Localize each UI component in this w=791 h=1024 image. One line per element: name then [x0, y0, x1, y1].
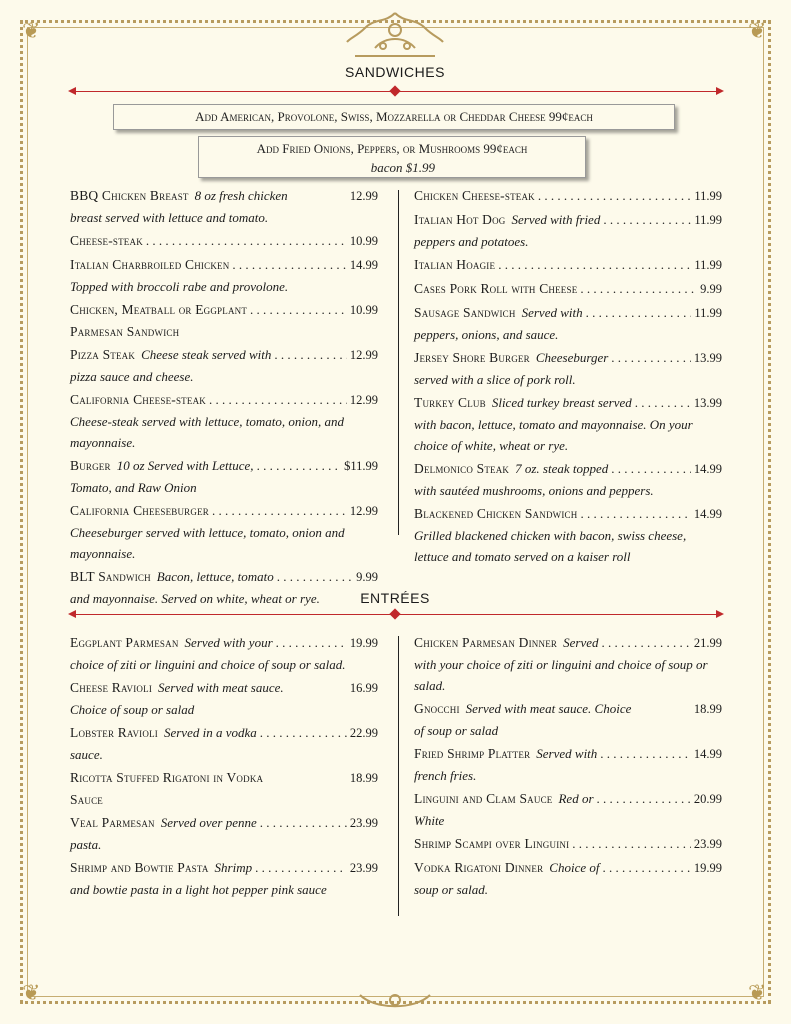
dot-leader [597, 788, 691, 809]
dot-leader [212, 500, 347, 521]
menu-item [414, 788, 722, 831]
dot-leader [277, 566, 353, 587]
menu-item-row [414, 185, 722, 207]
menu-item-description: of soup or salad [414, 723, 499, 738]
menu-item-row [414, 209, 722, 231]
menu-item-description: breast served with lettuce and tomato. [70, 210, 269, 225]
dot-leader [602, 857, 690, 878]
menu-item [414, 278, 722, 300]
menu-item-inline-desc: 7 oz. steak topped [515, 461, 609, 476]
menu-item [414, 302, 722, 345]
menu-item-name: Ricotta Stuffed Rigatoni in Vodka [70, 770, 264, 785]
menu-item-description: pizza sauce and cheese. [70, 369, 194, 384]
bottom-ornament-icon [355, 985, 435, 1015]
menu-item-price: 14.99 [693, 747, 722, 761]
menu-item [414, 254, 722, 276]
section-title-entrees: ENTRÉES [360, 590, 430, 606]
menu-item-inline-desc: Served with fried [511, 212, 601, 227]
menu-item-price: 20.99 [693, 792, 722, 806]
menu-item-name-continued: Parmesan Sandwich [70, 324, 180, 339]
menu-item-name: Turkey Club [414, 395, 486, 410]
menu-item-price: 12.99 [349, 393, 378, 407]
menu-item-name: Jersey Shore Burger [414, 350, 530, 365]
menu-item [414, 632, 722, 696]
top-ornament-icon [345, 8, 445, 63]
arrow-left-icon [68, 87, 76, 95]
menu-item-price: 10.99 [349, 303, 378, 317]
dot-leader [232, 254, 346, 275]
corner-flourish-icon: ❦ [22, 980, 41, 1005]
menu-item-inline-desc: Choice of [549, 860, 600, 875]
menu-item-price: 18.99 [693, 702, 722, 716]
menu-item [70, 566, 378, 609]
menu-item [70, 767, 378, 810]
menu-item [414, 698, 722, 741]
menu-item-name: Vodka Rigatoni Dinner [414, 860, 544, 875]
menu-item-name: Eggplant Parmesan [70, 635, 179, 650]
menu-item-name: Italian Charbroiled Chicken [70, 257, 230, 272]
dot-leader [255, 857, 347, 878]
arrow-right-icon [716, 610, 724, 618]
menu-item-price: 19.99 [349, 636, 378, 650]
menu-item-row [414, 254, 722, 276]
menu-item-row [414, 458, 722, 480]
menu-item-row [70, 767, 378, 789]
menu-item-inline-desc: Cheeseburger [535, 350, 609, 365]
menu-item-inline-desc: Served with meat sauce. Choice [465, 701, 632, 716]
menu-item-price: 13.99 [693, 396, 722, 410]
menu-item-name: Italian Hot Dog [414, 212, 506, 227]
menu-item-name: Burger [70, 458, 111, 473]
menu-item-row [70, 185, 378, 207]
menu-item-price: 18.99 [349, 771, 378, 785]
dot-leader [260, 722, 347, 743]
menu-item-price: 9.99 [356, 570, 378, 584]
menu-item-name: Shrimp and Bowtie Pasta [70, 860, 209, 875]
dot-leader [586, 302, 692, 323]
menu-item-inline-desc: Sliced turkey breast served [491, 395, 632, 410]
menu-item-description: soup or salad. [414, 882, 489, 897]
menu-item-inline-desc: Served in a vodka [163, 725, 257, 740]
menu-item-price: 12.99 [349, 189, 378, 203]
menu-item-row [414, 302, 722, 324]
menu-item-row [70, 299, 378, 321]
menu-item [70, 185, 378, 228]
toppings-addon-text: Add Fried Onions, Peppers, or Mushrooms 99¢each [256, 141, 528, 156]
dot-leader [580, 278, 697, 299]
menu-item-inline-desc: Red or [558, 791, 594, 806]
dot-leader [580, 503, 690, 524]
menu-item-price: 14.99 [349, 258, 378, 272]
menu-item-name: Chicken, Meatball or Eggplant [70, 302, 248, 317]
sandwiches-left-column [70, 185, 378, 611]
menu-item-row [70, 254, 378, 276]
cheese-addon-box [113, 104, 675, 130]
section-title-sandwiches: SANDWICHES [345, 64, 445, 80]
menu-item [70, 677, 378, 720]
menu-item-row [70, 344, 378, 366]
menu-item-name: Chicken Parmesan Dinner [414, 635, 558, 650]
menu-item-row [70, 722, 378, 744]
menu-item-row [414, 392, 722, 414]
menu-item-name: California Cheese-steak [70, 392, 206, 407]
dot-leader [250, 299, 347, 320]
dot-leader [498, 254, 691, 275]
menu-item-price: $11.99 [344, 459, 378, 473]
menu-item-price: 11.99 [694, 306, 722, 320]
menu-item [414, 347, 722, 390]
menu-item-name: Cheese-steak [70, 233, 143, 248]
menu-item-name: Cases Pork Roll with Cheese [414, 281, 578, 296]
menu-item [70, 500, 378, 564]
menu-item-inline-desc: Cheese steak served with [141, 347, 272, 362]
menu-item-row [414, 857, 722, 879]
dot-leader [600, 743, 691, 764]
menu-item-inline-desc: Served with meat sauce. [158, 680, 284, 695]
menu-item-inline-desc: Served over penne [160, 815, 257, 830]
corner-flourish-icon: ❦ [22, 18, 41, 43]
menu-item [414, 833, 722, 855]
menu-item-price: 21.99 [693, 636, 722, 650]
menu-item-description: with your choice of ziti or linguini and choice of soup or salad. [414, 657, 708, 693]
menu-item [414, 503, 722, 567]
menu-item-price: 19.99 [693, 861, 722, 875]
menu-item-price: 23.99 [693, 837, 722, 851]
menu-item [70, 722, 378, 765]
menu-item-inline-desc: Served with [536, 746, 598, 761]
menu-item [414, 857, 722, 900]
menu-item-description: french fries. [414, 768, 477, 783]
menu-item-inline-desc: Bacon, lettuce, tomato [156, 569, 274, 584]
menu-item-description: choice of ziti or linguini and choice of soup or salad. [70, 657, 346, 672]
menu-item-row [70, 812, 378, 834]
menu-item-row [70, 230, 378, 252]
menu-item-name: Lobster Ravioli [70, 725, 158, 740]
menu-item-description: with bacon, lettuce, tomato and mayonnaise. On your choice of white, wheat or rye. [414, 417, 693, 453]
menu-item-price: 11.99 [694, 189, 722, 203]
menu-item [70, 632, 378, 675]
dot-leader [257, 455, 342, 476]
menu-item-row [414, 743, 722, 765]
menu-item-name: Chicken Cheese-steak [414, 188, 535, 203]
menu-item [70, 230, 378, 252]
menu-item-description: Grilled blackened chicken with bacon, swiss cheese, lettuce and tomato served on a kaiser roll [414, 528, 687, 564]
menu-item-row [414, 632, 722, 654]
bacon-addon-text: bacon $1.99 [370, 160, 435, 175]
menu-item [414, 209, 722, 252]
column-divider [398, 190, 399, 535]
menu-item-description: Cheese-steak served with lettuce, tomato, onion, and mayonnaise. [70, 414, 345, 450]
menu-item-row [414, 503, 722, 525]
menu-item-price: 16.99 [349, 681, 378, 695]
menu-item-name: Gnocchi [414, 701, 460, 716]
menu-item-description: sauce. [70, 747, 103, 762]
entrees-right-column [414, 632, 722, 902]
menu-item-row [70, 857, 378, 879]
dot-leader [274, 344, 346, 365]
menu-item [414, 458, 722, 501]
corner-flourish-icon: ❦ [748, 18, 767, 43]
menu-item-name: Shrimp Scampi over Linguini [414, 836, 570, 851]
dot-leader [602, 632, 691, 653]
menu-item-inline-desc: Served with your [184, 635, 273, 650]
menu-item-description: served with a slice of pork roll. [414, 372, 576, 387]
menu-item-row [70, 389, 378, 411]
dot-leader [260, 812, 347, 833]
dot-leader [603, 209, 691, 230]
menu-item-description: and bowtie pasta in a light hot pepper pink sauce [70, 882, 327, 897]
dot-leader [611, 347, 691, 368]
sandwiches-right-column [414, 185, 722, 569]
corner-flourish-icon: ❦ [748, 980, 767, 1005]
menu-item-price: 14.99 [693, 462, 722, 476]
menu-item-row [414, 347, 722, 369]
menu-item [414, 743, 722, 786]
menu-item-price: 12.99 [349, 504, 378, 518]
menu-item [70, 389, 378, 453]
menu-item-price: 14.99 [693, 507, 722, 521]
menu-item-price: 11.99 [694, 258, 722, 272]
menu-item [70, 254, 378, 297]
menu-item-price: 12.99 [349, 348, 378, 362]
column-divider [398, 636, 399, 916]
menu-item [70, 812, 378, 855]
menu-item-inline-desc: 8 oz fresh chicken [194, 188, 288, 203]
menu-item-row [414, 278, 722, 300]
menu-item-inline-desc: Served [563, 635, 599, 650]
menu-item-name: Cheese Ravioli [70, 680, 153, 695]
menu-item-price: 22.99 [349, 726, 378, 740]
menu-item-row [414, 788, 722, 810]
menu-item-price: 9.99 [700, 282, 722, 296]
menu-item-description: and mayonnaise. Served on white, wheat or rye. [70, 591, 320, 606]
menu-item-price: 11.99 [694, 213, 722, 227]
dot-leader [635, 392, 691, 413]
menu-item-description: pasta. [70, 837, 102, 852]
menu-item-description: White [414, 813, 445, 828]
menu-item-row [414, 833, 722, 855]
menu-item-name: Linguini and Clam Sauce [414, 791, 553, 806]
menu-item [70, 455, 378, 498]
dot-leader [276, 632, 347, 653]
menu-item-name: BLT Sandwich [70, 569, 151, 584]
menu-item [70, 857, 378, 900]
menu-item-name: Veal Parmesan [70, 815, 155, 830]
cheese-addon-text: Add American, Provolone, Swiss, Mozzarella or Cheddar Cheese 99¢each [195, 109, 593, 124]
menu-item-description: Choice of soup or salad [70, 702, 195, 717]
menu-item [70, 344, 378, 387]
menu-item-row [70, 632, 378, 654]
arrow-left-icon [68, 610, 76, 618]
menu-item-name: Pizza Steak [70, 347, 136, 362]
toppings-addon-box [198, 136, 586, 178]
menu-item-row [414, 698, 722, 720]
menu-item-row [70, 677, 378, 699]
menu-item-inline-desc: 10 oz Served with Lettuce, [116, 458, 254, 473]
menu-item-name: Sausage Sandwich [414, 305, 516, 320]
dot-leader [209, 389, 347, 410]
menu-item-description: Tomato, and Raw Onion [70, 480, 197, 495]
menu-item-description: peppers, onions, and sauce. [414, 327, 559, 342]
menu-item-price: 23.99 [349, 816, 378, 830]
menu-item-inline-desc: Shrimp [214, 860, 253, 875]
menu-item [414, 392, 722, 456]
menu-item-name: Fried Shrimp Platter [414, 746, 531, 761]
menu-item-row [70, 500, 378, 522]
menu-item-description: Topped with broccoli rabe and provolone. [70, 279, 289, 294]
entrees-left-column [70, 632, 378, 902]
menu-item-description: with sautéed mushrooms, onions and peppers. [414, 483, 654, 498]
menu-item [414, 185, 722, 207]
menu-item-name-continued: Sauce [70, 792, 104, 807]
menu-item-row [70, 455, 378, 477]
menu-item-name: BBQ Chicken Breast [70, 188, 189, 203]
menu-item-inline-desc: Served with [521, 305, 583, 320]
menu-item-name: Blackened Chicken Sandwich [414, 506, 578, 521]
menu-item-name: Italian Hoagie [414, 257, 496, 272]
arrow-right-icon [716, 87, 724, 95]
dot-leader [611, 458, 691, 479]
menu-item-row [70, 566, 378, 588]
menu-item-description: peppers and potatoes. [414, 234, 529, 249]
dot-leader [572, 833, 691, 854]
menu-item-price: 23.99 [349, 861, 378, 875]
dot-leader [146, 230, 347, 251]
menu-item-price: 10.99 [349, 234, 378, 248]
dot-leader [538, 185, 691, 206]
menu-item-name: California Cheeseburger [70, 503, 209, 518]
menu-item-name: Delmonico Steak [414, 461, 510, 476]
menu-item-description: Cheeseburger served with lettuce, tomato, onion and mayonnaise. [70, 525, 345, 561]
menu-item-price: 13.99 [693, 351, 722, 365]
menu-item [70, 299, 378, 342]
